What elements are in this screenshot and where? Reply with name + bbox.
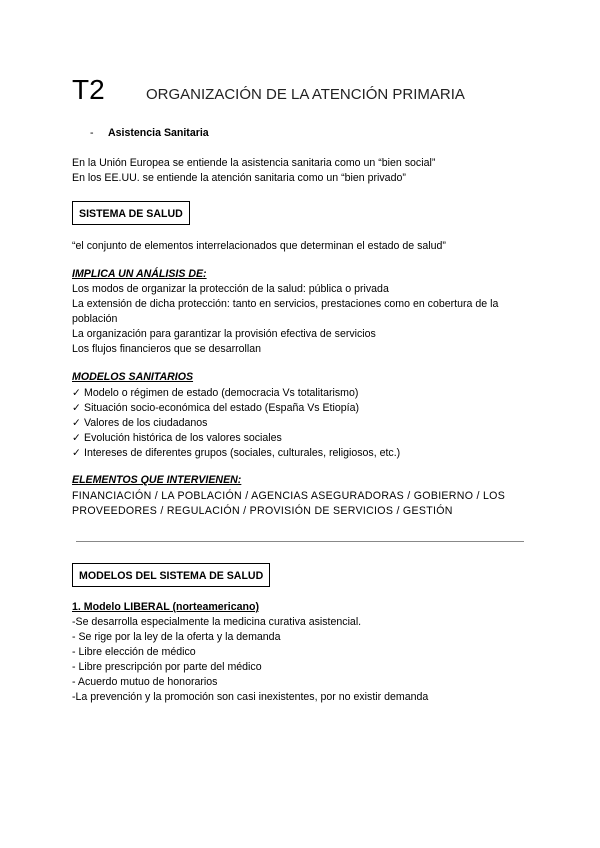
section-title-asistencia: Asistencia Sanitaria bbox=[108, 127, 209, 139]
list-item bbox=[72, 446, 400, 461]
box-modelos-sistema: MODELOS DEL SISTEMA DE SALUD bbox=[72, 563, 270, 587]
check-icon: ✓ bbox=[72, 402, 81, 414]
check-icon: ✓ bbox=[72, 387, 81, 399]
list-item bbox=[72, 431, 282, 446]
asistencia-line: En los EE.UU. se entiende la atención sanitaria como un “bien privado” bbox=[72, 172, 406, 184]
heading-elementos: ELEMENTOS QUE INTERVIENEN: bbox=[72, 474, 242, 486]
list-item-text: Situación socio-económica del estado (España Vs Etiopía) bbox=[84, 402, 360, 414]
box-sistema-de-salud: SISTEMA DE SALUD bbox=[72, 201, 190, 225]
check-icon: ✓ bbox=[72, 447, 81, 459]
implica-line: población bbox=[72, 313, 118, 325]
list-item-text: Valores de los ciudadanos bbox=[84, 417, 208, 429]
list-item-text: Evolución histórica de los valores sociales bbox=[84, 432, 282, 444]
liberal-item: -La prevención y la promoción son casi inexistentes, por no existir demanda bbox=[72, 691, 429, 703]
liberal-item: - Se rige por la ley de la oferta y la demanda bbox=[72, 631, 281, 643]
check-icon: ✓ bbox=[72, 417, 81, 429]
model-title-liberal: 1. Modelo LIBERAL (norteamericano) bbox=[72, 601, 259, 613]
check-icon: ✓ bbox=[72, 432, 81, 444]
elementos-line: PROVEEDORES / REGULACIÓN / PROVISIÓN DE SERVICIOS / GESTIÓN bbox=[72, 505, 453, 517]
section-divider bbox=[76, 541, 524, 542]
liberal-item: - Libre elección de médico bbox=[72, 646, 196, 658]
list-item bbox=[72, 386, 358, 401]
liberal-item: -Se desarrolla especialmente la medicina curativa asistencial. bbox=[72, 616, 362, 628]
heading-modelos-sanitarios: MODELOS SANITARIOS bbox=[72, 371, 194, 383]
implica-line: La extensión de dicha protección: tanto en servicios, prestaciones como en cobertura de la bbox=[72, 298, 499, 310]
page-title: ORGANIZACIÓN DE LA ATENCIÓN PRIMARIA bbox=[146, 86, 465, 103]
liberal-item: - Libre prescripción por parte del médico bbox=[72, 661, 262, 673]
list-item bbox=[72, 416, 207, 431]
implica-line: Los modos de organizar la protección de la salud: pública o privada bbox=[72, 283, 389, 295]
topic-code: T2 bbox=[72, 74, 105, 105]
list-item-text: Intereses de diferentes grupos (sociales, culturales, religiosos, etc.) bbox=[84, 447, 401, 459]
bullet-dash: - bbox=[90, 127, 94, 139]
implica-line: La organización para garantizar la provisión efectiva de servicios bbox=[72, 328, 376, 340]
asistencia-line: En la Unión Europea se entiende la asistencia sanitaria como un “bien social” bbox=[72, 157, 436, 169]
liberal-item: - Acuerdo mutuo de honorarios bbox=[72, 676, 218, 688]
list-item-text: Modelo o régimen de estado (democracia Vs totalitarismo) bbox=[84, 387, 359, 399]
implica-line: Los flujos financieros que se desarrollan bbox=[72, 343, 262, 355]
heading-implica: IMPLICA UN ANÁLISIS DE: bbox=[72, 268, 207, 280]
list-item bbox=[72, 401, 359, 416]
sistema-definition: “el conjunto de elementos interrelacionados que determinan el estado de salud” bbox=[72, 240, 446, 252]
elementos-line: FINANCIACIÓN / LA POBLACIÓN / AGENCIAS ASEGURADORAS / GOBIERNO / LOS bbox=[72, 490, 506, 502]
